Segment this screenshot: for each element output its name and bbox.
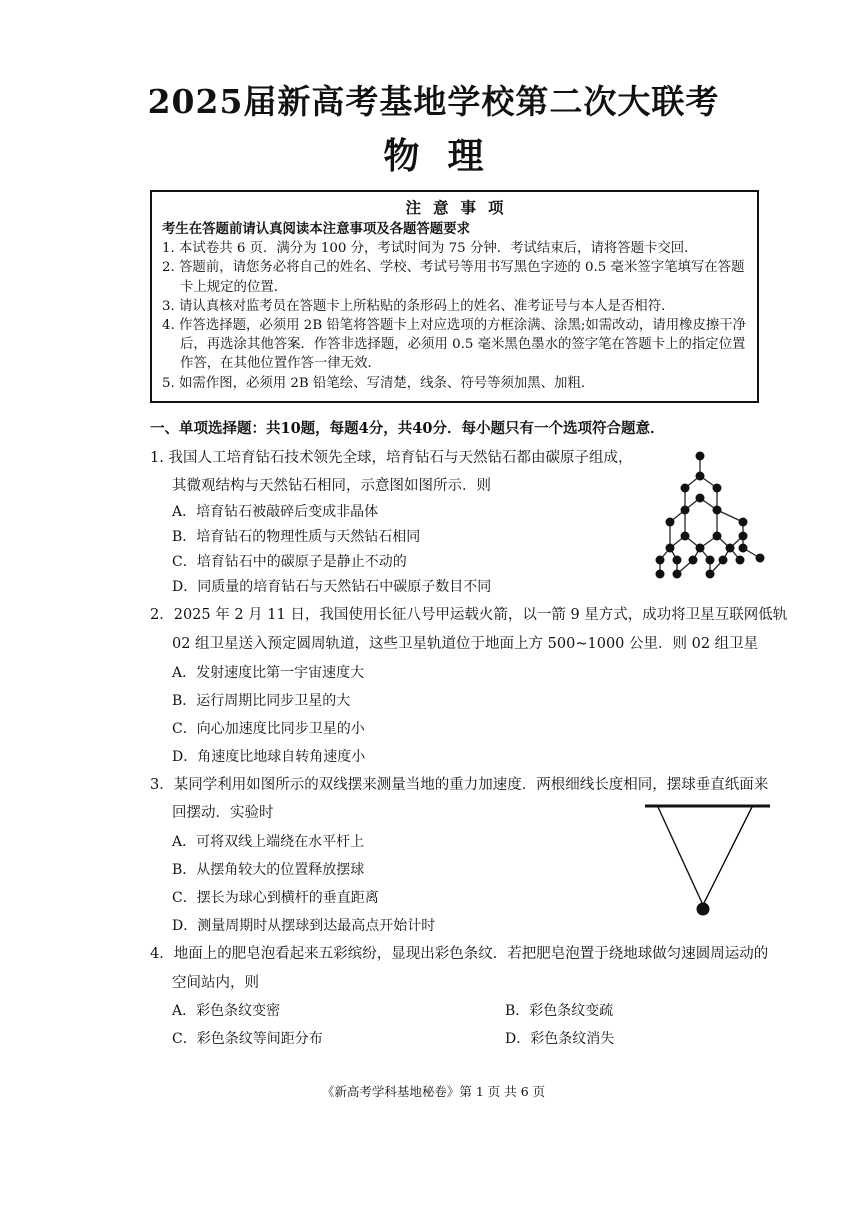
notice-item: 5. 如需作图，必须用 2B 铅笔绘、写清楚，线条、符号等须加黑、加粗． [162, 375, 595, 391]
question-2-option-c: C．向心加速度比同步卫星的小 [172, 721, 365, 737]
question-2-option-b: B．运行周期比同步卫星的大 [172, 693, 351, 709]
question-1-option-b: B．培育钻石的物理性质与天然钻石相同 [172, 529, 421, 545]
question-4-option-b: B．彩色条纹变疏 [505, 1003, 614, 1019]
question-4-stem-line-1: 4．地面上的肥皂泡看起来五彩缤纷，显现出彩色条纹．若把肥皂泡置于绕地球做匀速圆周运动的 [150, 946, 769, 962]
notice-box [150, 190, 759, 403]
diamond-lattice-figure [655, 448, 770, 588]
notice-item: 3. 请认真核对监考员在答题卡上所粘贴的条形码上的姓名、准考证号与本人是否相符． [162, 298, 675, 314]
notice-item: 1. 本试卷共 6 页．满分为 100 分，考试时间为 75 分钟．考试结束后，请将答题卡交回． [162, 241, 698, 257]
notice-title: 注意事项 [405, 198, 516, 217]
bifilar-pendulum-figure [640, 800, 775, 920]
left-string [658, 807, 703, 905]
page-footer: 《新高考学科基地秘卷》第 1 页 共 6 页 [321, 1084, 546, 1099]
exam-title: 2025届新高考基地学校第二次大联考 [147, 82, 720, 121]
question-4-option-c: C．彩色条纹等间距分布 [172, 1031, 323, 1047]
notice-item: 2. 答题前，请您务必将自己的姓名、学校、考试号等用书写黑色字迹的 0.5 毫米签字笔填写在答题卡上规定的位置． [162, 260, 745, 295]
question-2-option-d: D．角速度比地球自转角速度小 [172, 749, 366, 765]
subject-title: 物理 [383, 135, 512, 177]
question-3-stem-line-1: 3．某同学利用如图所示的双线摆来测量当地的重力加速度．两根细线长度相同，摆球垂直纸面来 [150, 777, 769, 793]
question-4-option-d: D．彩色条纹消失 [505, 1031, 615, 1047]
right-string [703, 807, 752, 905]
question-1-stem-line-1: 1. 我国人工培育钻石技术领先全球，培育钻石与天然钻石都由碳原子组成， [150, 450, 633, 466]
question-4-stem-line-2: 空间站内，则 [172, 975, 259, 991]
question-2-option-a: A．发射速度比第一宇宙速度大 [172, 665, 365, 681]
question-1-stem-line-2: 其微观结构与天然钻石相同，示意图如图所示．则 [172, 478, 491, 494]
question-2-stem-line-1: 2．2025 年 2 月 11 日，我国使用长征八号甲运载火箭，以一箭 9 星方式，成功将卫星互联网低轨 [150, 607, 788, 623]
pendulum-bob [697, 903, 710, 916]
question-2-stem-line-2: 02 组卫星送入预定圆周轨道，这些卫星轨道位于地面上方 500~1000 公里．则 02 组卫星 [172, 636, 759, 652]
notice-requirement: 考生在答题前请认真阅读本注意事项及各题答题要求 [162, 221, 470, 237]
question-3-stem-line-2: 回摆动．实验时 [172, 805, 274, 821]
question-3-option-b: B．从摆角较大的位置释放摆球 [172, 862, 365, 878]
question-1-option-d: D．同质量的培育钻石与天然钻石中碳原子数目不同 [172, 579, 492, 595]
section-title: 一、单项选择题：共10题，每题4分，共40分．每小题只有一个选项符合题意． [150, 420, 665, 437]
notice-item: 4. 作答选择题，必须用 2B 铅笔将答题卡上对应选项的方框涂满、涂黑;如需改动，请用橡皮擦干净后，再选涂其他答案．作答非选择题，必须用 0.5 毫米黑色墨水的签字笔在答题卡上的指定位置作答，在其他位置作答一律无效． [162, 318, 747, 372]
question-1-option-a: A．培育钻石被敲碎后变成非晶体 [172, 504, 379, 520]
question-3-option-c: C．摆长为球心到横杆的垂直距离 [172, 890, 379, 906]
question-3-option-a: A．可将双线上端绕在水平杆上 [172, 834, 365, 850]
question-4-option-a: A．彩色条纹变密 [172, 1003, 281, 1019]
question-3-option-d: D．测量周期时从摆球到达最高点开始计时 [172, 918, 436, 934]
question-1-option-c: C．培育钻石中的碳原子是静止不动的 [172, 554, 407, 570]
